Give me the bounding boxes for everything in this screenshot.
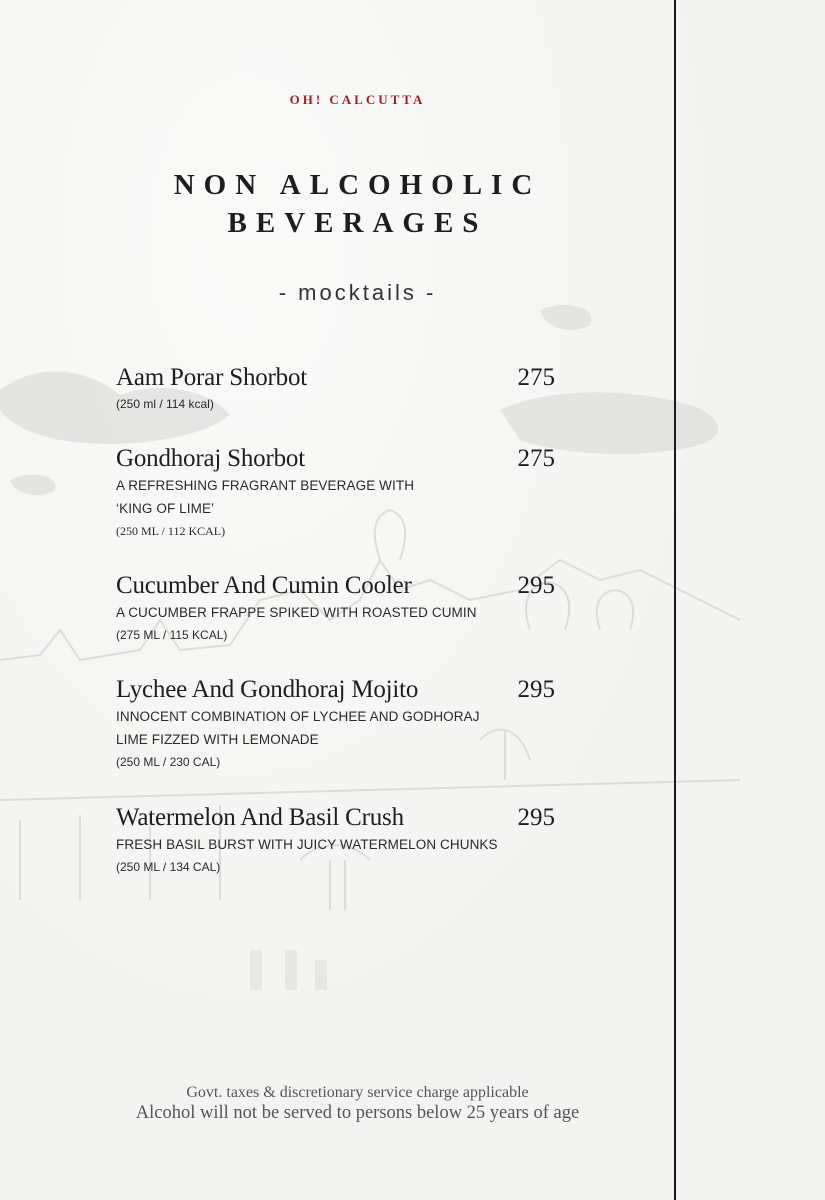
item-price: 295 (517, 572, 555, 599)
item-description-line: ‘KING OF LIME’ (116, 501, 215, 516)
item-description-line: FRESH BASIL BURST WITH JUICY WATERMELON CHUNKS (116, 837, 498, 852)
item-nutrition: (250 ML / 230 CAL) (116, 755, 221, 769)
page-title (0, 166, 715, 242)
age-notice: Alcohol will not be served to persons below 25 years of age (135, 1103, 580, 1123)
item-description-line: A CUCUMBER FRAPPE SPIKED WITH ROASTED CUMIN (116, 605, 477, 620)
menu-item (116, 571, 561, 646)
item-price: 275 (517, 364, 555, 391)
item-description-line: INNOCENT COMBINATION OF LYCHEE AND GODHORAJ (116, 709, 480, 724)
menu-item (116, 803, 561, 878)
menu-item (116, 363, 561, 415)
item-description-line: LIME FIZZED WITH LEMONADE (116, 732, 319, 747)
item-price: 295 (517, 804, 555, 831)
item-name: Cucumber And Cumin Cooler (116, 572, 412, 599)
menu-item (116, 675, 561, 773)
item-price: 295 (517, 676, 555, 703)
item-nutrition: (275 ML / 115 KCAL) (116, 628, 228, 642)
item-nutrition: (250 ML / 134 CAL) (116, 860, 221, 874)
item-description-line: A REFRESHING FRAGRANT BEVERAGE WITH (116, 478, 415, 493)
item-name: Gondhoraj Shorbot (116, 445, 305, 472)
item-name: Watermelon And Basil Crush (116, 804, 404, 831)
title-line-1: NON ALCOHOLIC (173, 169, 542, 201)
item-nutrition: (250 ml / 114 kcal) (116, 397, 214, 411)
menu-item (116, 444, 561, 542)
item-name: Lychee And Gondhoraj Mojito (116, 676, 419, 703)
item-name: Aam Porar Shorbot (116, 364, 308, 391)
tax-notice: Govt. taxes & discretionary service charge applicable (186, 1084, 529, 1101)
restaurant-brand: OH! CALCUTTA (289, 92, 426, 107)
item-price: 275 (517, 445, 555, 472)
title-line-2: BEVERAGES (227, 207, 488, 239)
section-heading: - mocktails - (278, 280, 437, 305)
item-nutrition: (250 ML / 112 KCAL) (116, 524, 226, 538)
